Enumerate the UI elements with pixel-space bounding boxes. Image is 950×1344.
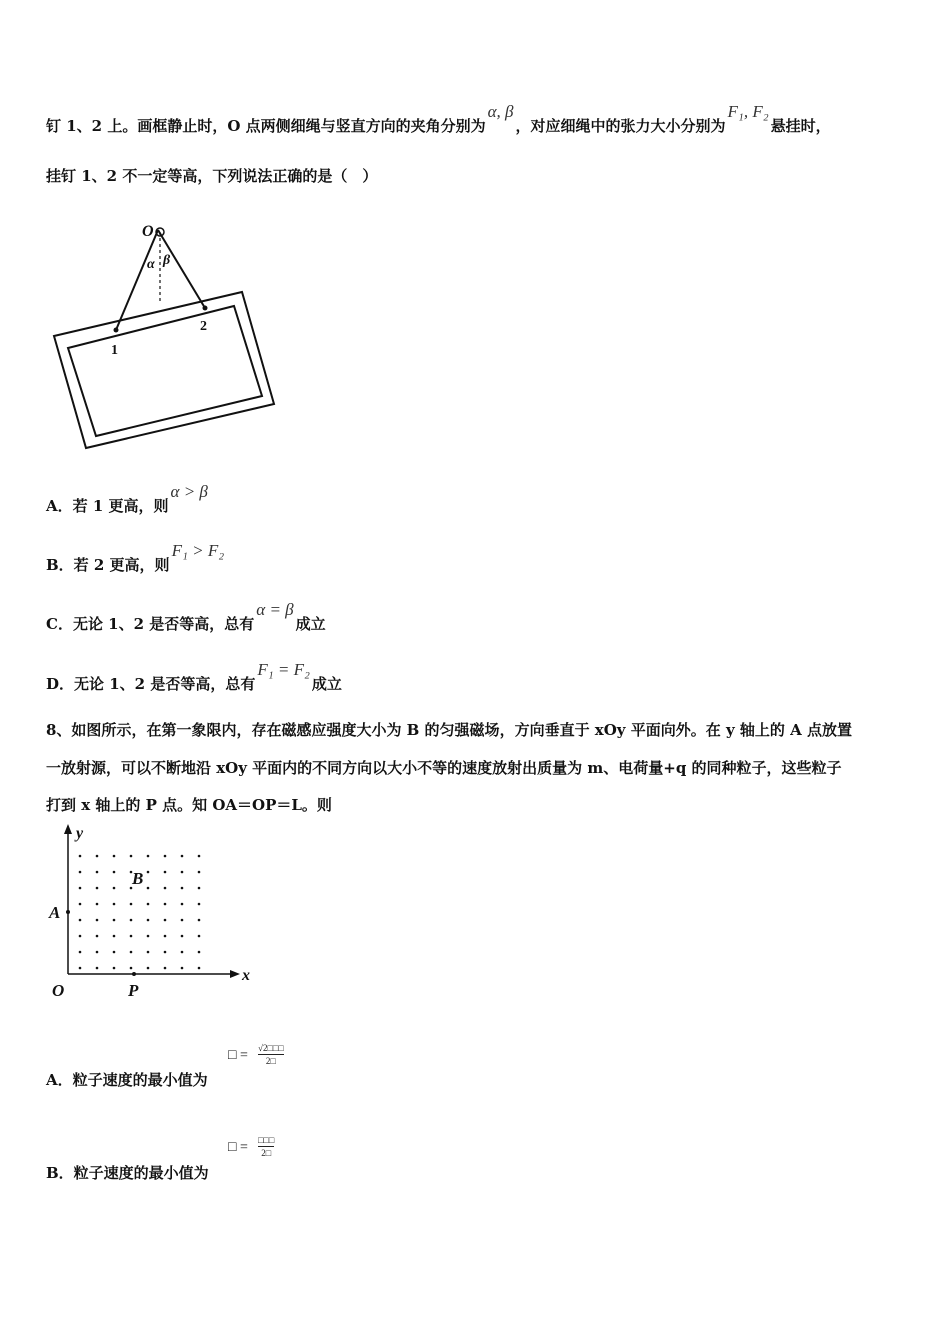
field-dot <box>181 903 184 906</box>
field-dot <box>181 935 184 938</box>
q7-option-c-math: α = β <box>256 600 294 619</box>
label-x: x <box>242 967 250 984</box>
y-axis-arrow <box>64 824 72 834</box>
q7-option-b <box>46 541 226 575</box>
q7-stem-line2: 挂钉 1、2 不一定等高，下列说法正确的是（ ） <box>46 167 378 185</box>
q7-option-a-text: A．若 1 更高，则 <box>46 497 169 515</box>
field-dot <box>198 935 201 938</box>
q7-angle-symbols: α, β <box>487 102 514 121</box>
field-dot <box>181 919 184 922</box>
field-dot <box>164 919 167 922</box>
label-nail-2: 2 <box>200 319 207 334</box>
q8-option-b-lhs: □ = <box>228 1140 248 1155</box>
field-dot <box>147 855 150 858</box>
string-right <box>158 230 205 308</box>
q7-stem-text-b: ，对应细绳中的张力大小分别为 <box>515 117 726 135</box>
q8-option-b <box>46 1162 209 1183</box>
field-dot <box>79 951 82 954</box>
q7-option-a-math: α > β <box>170 482 208 501</box>
field-dot <box>96 919 99 922</box>
field-dot <box>164 855 167 858</box>
field-dot <box>79 967 82 970</box>
field-dot <box>164 935 167 938</box>
field-dot <box>130 951 133 954</box>
field-dot <box>113 871 116 874</box>
field-dot <box>113 935 116 938</box>
field-dot <box>79 935 82 938</box>
label-b: B <box>132 869 144 888</box>
q7-stem-text-a: 钉 1、2 上。画框静止时，O 点两侧细绳与竖直方向的夹角分别为 <box>46 117 486 135</box>
field-dot <box>113 903 116 906</box>
field-dot <box>164 951 167 954</box>
field-dot <box>147 935 150 938</box>
field-dot <box>79 855 82 858</box>
field-dot <box>130 903 133 906</box>
field-dot <box>113 855 116 858</box>
field-dot <box>147 967 150 970</box>
field-dot <box>198 871 201 874</box>
q8-option-b-fraction <box>258 1135 274 1158</box>
q8-stem-line1: 8、如图所示，在第一象限内，存在磁感应强度大小为 B 的匀强磁场，方向垂直于 xOy 平面向外。在 y 轴上的 A 点放置 <box>46 721 852 739</box>
field-dot <box>181 855 184 858</box>
field-dot <box>147 871 150 874</box>
field-dot <box>164 903 167 906</box>
field-dot <box>79 919 82 922</box>
field-dot <box>79 887 82 890</box>
field-dot <box>79 871 82 874</box>
q7-option-c <box>46 600 326 634</box>
field-dot <box>79 903 82 906</box>
q8-option-b-text: B．粒子速度的最小值为 <box>46 1164 209 1182</box>
q7-frame-figure <box>50 218 280 458</box>
field-dot <box>164 887 167 890</box>
field-dot <box>96 935 99 938</box>
label-o: O <box>52 981 65 1000</box>
q7-option-d-text: D．无论 1、2 是否等高，总有 <box>46 675 256 693</box>
field-dot <box>96 855 99 858</box>
nail-2 <box>203 306 208 311</box>
string-left <box>116 230 158 330</box>
q8-option-a-lhs: □ = <box>228 1048 248 1063</box>
q7-option-b-text: B．若 2 更高，则 <box>46 556 170 574</box>
q7-force-symbols: F₁, F₂ <box>727 102 769 121</box>
field-dot <box>181 871 184 874</box>
q8-stem-line2: 一放射源，可以不断地沿 xOy 平面内的不同方向以大小不等的速度放射出质量为 m、电荷量+q 的同种粒子，这些粒子 <box>46 759 842 777</box>
q7-option-d-math: F₁ = F₂ <box>257 660 310 679</box>
field-dot <box>130 935 133 938</box>
label-beta: β <box>163 253 171 268</box>
q8-option-a <box>46 1069 208 1090</box>
field-dot <box>198 967 201 970</box>
field-dot <box>130 919 133 922</box>
field-dot <box>96 967 99 970</box>
field-dot <box>198 887 201 890</box>
frame-outer <box>54 292 274 448</box>
field-dot <box>164 967 167 970</box>
field-dot <box>181 887 184 890</box>
x-axis-arrow <box>230 970 240 978</box>
q8-stem-line3: 打到 x 轴上的 P 点。知 OA＝OP＝L。则 <box>46 796 332 814</box>
field-dot <box>198 903 201 906</box>
label-alpha: α <box>147 257 155 272</box>
field-dot <box>164 871 167 874</box>
q7-option-c-text: C．无论 1、2 是否等高，总有 <box>46 615 255 633</box>
label-p: P <box>128 981 139 1000</box>
q8-option-a-den: 2□ <box>265 1056 276 1066</box>
q7-stem-text-c: 悬挂时， <box>770 117 831 135</box>
field-dot <box>96 887 99 890</box>
field-dot <box>113 919 116 922</box>
field-dot <box>113 967 116 970</box>
q7-option-b-math: F₁ > F₂ <box>171 541 225 560</box>
point-p <box>132 972 136 976</box>
field-dot <box>96 871 99 874</box>
field-dot <box>198 855 201 858</box>
field-dot <box>147 919 150 922</box>
label-a: A <box>49 903 61 922</box>
q8-option-b-den: 2□ <box>261 1148 272 1158</box>
field-dot <box>130 855 133 858</box>
nail-1 <box>114 328 119 333</box>
point-a <box>66 910 70 914</box>
field-dot <box>198 951 201 954</box>
label-o: O <box>142 223 154 240</box>
field-dot <box>147 951 150 954</box>
q8-option-a-num: √2□□□ <box>258 1043 284 1053</box>
field-dot <box>113 887 116 890</box>
field-dot <box>130 967 133 970</box>
label-y: y <box>76 825 84 842</box>
q8-option-b-num: □□□ <box>258 1135 275 1145</box>
label-nail-1: 1 <box>111 343 118 358</box>
field-dot <box>181 967 184 970</box>
field-dot <box>198 919 201 922</box>
field-dot <box>96 951 99 954</box>
q7-option-a <box>46 482 210 516</box>
field-dot <box>96 903 99 906</box>
q7-stem-line1 <box>46 102 831 136</box>
q8-option-a-text: A．粒子速度的最小值为 <box>46 1071 208 1089</box>
q7-option-c-suffix: 成立 <box>295 615 326 633</box>
field-dot <box>147 903 150 906</box>
q8-field-figure <box>46 822 266 1004</box>
field-dot <box>181 951 184 954</box>
q8-option-a-fraction <box>258 1043 284 1066</box>
q7-option-d <box>46 660 342 694</box>
field-dot <box>113 951 116 954</box>
q7-option-d-suffix: 成立 <box>311 675 342 693</box>
field-dot <box>147 887 150 890</box>
